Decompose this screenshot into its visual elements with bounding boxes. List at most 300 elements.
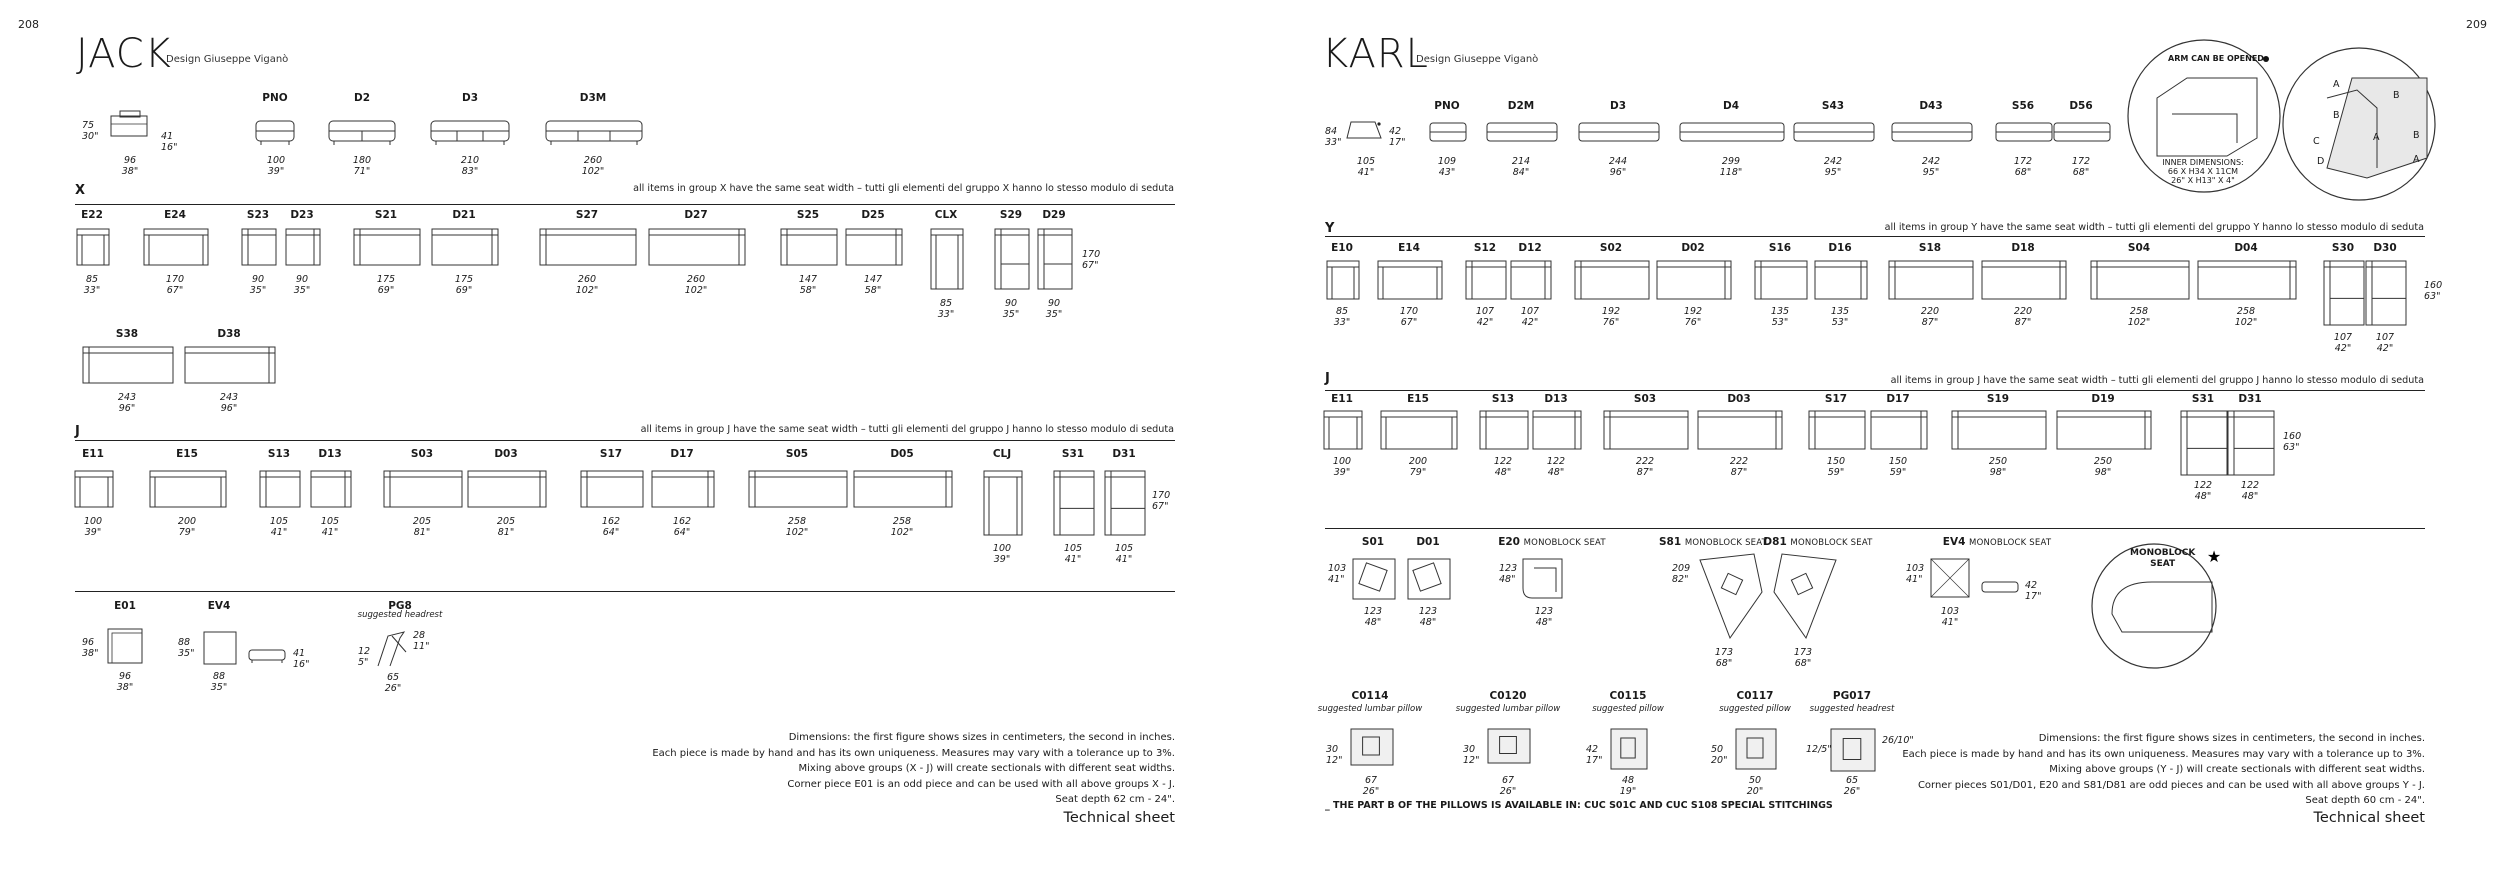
group-j-rule-right (1325, 390, 2425, 391)
pg8-subtitle: suggested headrest (357, 610, 443, 620)
dim-d31: 122 48" (2240, 480, 2260, 502)
dim-e22: 85 33" (83, 274, 101, 296)
code-pno-karl: PNO (1434, 100, 1460, 112)
module-clx-shape (930, 228, 966, 296)
group-j-note-right: all items in group J have the same seat width – tutti gli elementi del gruppo J hanno lo stesso modulo di seduta (1890, 375, 2424, 386)
code-pno: PNO (262, 92, 288, 104)
dim-s18: 220 87" (1920, 306, 1940, 328)
pillow-subtitle-c0117: suggested pillow (1719, 704, 1791, 714)
dim-s30: 107 42" (2333, 332, 2353, 354)
dim-c0120-left: 30 12" (1463, 744, 1480, 766)
code-s21: S21 (374, 209, 398, 221)
dim-d81-bottom: 173 68" (1793, 647, 1813, 669)
module-s17-shape (580, 470, 646, 514)
group-y-note: all items in group Y have the same seat width – tutti gli elementi del gruppo Y hanno lo stesso modulo di seduta (1884, 222, 2424, 233)
dim-s23: 90 35" (249, 274, 267, 296)
module-e22-shape (76, 228, 112, 272)
module-s04-shape (2090, 260, 2192, 306)
sofa-front-s56-karl (1995, 120, 2055, 152)
dim-s81-bottom: 173 68" (1714, 647, 1734, 669)
sofa-front-d3 (430, 118, 512, 146)
module-e14-shape (1377, 260, 1445, 306)
code-d17: D17 (670, 448, 694, 460)
group-j-depth-right: 160 63" (2283, 431, 2302, 453)
dim-d03: 205 81" (496, 516, 516, 538)
arm-letter-b1: B (2333, 110, 2340, 121)
code-d31: D31 (1112, 448, 1136, 460)
module-e24-shape (143, 228, 211, 272)
code-d31: D31 (2238, 393, 2262, 405)
code-d27: D27 (684, 209, 708, 221)
dim-pg8-left: 12 5" (358, 646, 371, 668)
technical-sheet-left: Technical sheet (1063, 810, 1175, 826)
pouf-ev4-front-left (248, 648, 288, 666)
code-d01: D01 (1416, 536, 1440, 548)
module-d03-shape (1697, 410, 1785, 456)
code-e24: E24 (164, 209, 186, 221)
sofa-front-d4-karl (1679, 120, 1787, 152)
code-s17: S17 (599, 448, 623, 460)
dim-d12: 107 42" (1520, 306, 1540, 328)
code-ev4-left: EV4 (207, 600, 231, 612)
module-e11-shape (74, 470, 116, 514)
arm-letter-d: D (2317, 156, 2325, 167)
dim-e11: 100 39" (83, 516, 103, 538)
dim-s01-bottom: 123 48" (1363, 606, 1383, 628)
arm-inner-dims: INNER DIMENSIONS: 66 X H34 X 11CM 26" X H13" X 4" (2162, 158, 2244, 185)
corner-s01-d01-shapes (1352, 558, 1452, 602)
code-d56-karl: D56 (2069, 100, 2093, 112)
module-s25-shape (780, 228, 840, 272)
dim-karl-chair-height: 84 33" (1325, 126, 1342, 148)
dim-e10: 85 33" (1333, 306, 1351, 328)
dim-ev4-height-right: 42 17" (2025, 580, 2042, 602)
module-s29-shape (994, 228, 1032, 296)
module-e10-shape (1326, 260, 1362, 306)
module-s16-shape (1754, 260, 1810, 306)
module-d31-shape (2227, 410, 2277, 482)
code-d17: D17 (1886, 393, 1910, 405)
dim-d3m: 260 102" (581, 155, 605, 177)
pillow-c0114-shape (1350, 728, 1402, 772)
dim-pno-karl: 109 43" (1437, 156, 1457, 178)
footer-notes-right: Dimensions: the first figure shows sizes in centimeters, the second in inches. Each piece is made by hand and has its own uniqueness. Measures may vary with a tolerance up to 3%. Mixing above groups (Y - J) will create sectionals with different seat widths. Corner pieces S01/D01, E20 and S81/D81 are odd pieces and can be used with all above groups Y - J. Seat depth 60 cm - 24". (1902, 733, 2425, 806)
pillow-c0115-shape (1610, 728, 1656, 776)
module-d17-shape (1870, 410, 1930, 456)
dim-d43-karl: 242 95" (1921, 156, 1941, 178)
code-d19: D19 (2091, 393, 2115, 405)
dim-d27: 260 102" (684, 274, 708, 296)
dim-d19: 250 98" (2093, 456, 2113, 478)
dim-s03: 222 87" (1635, 456, 1655, 478)
code-d29: D29 (1042, 209, 1066, 221)
pillow-c0120-shape (1487, 728, 1539, 770)
dim-s02: 192 76" (1601, 306, 1621, 328)
module-s21-shape (353, 228, 423, 272)
dim-s03: 205 81" (412, 516, 432, 538)
dim-d29: 90 35" (1045, 298, 1063, 320)
code-e15: E15 (1407, 393, 1429, 405)
dim-s19: 250 98" (1988, 456, 2008, 478)
code-s17: S17 (1824, 393, 1848, 405)
module-s19-shape (1951, 410, 2049, 456)
dim-c0114-bottom: 67 26" (1362, 775, 1380, 797)
module-e15-shape (149, 470, 229, 514)
dim-d13: 105 41" (320, 516, 340, 538)
code-d13: D13 (1544, 393, 1568, 405)
dim-s21: 175 69" (376, 274, 396, 296)
dim-d56-karl: 172 68" (2071, 156, 2091, 178)
dim-d17: 150 59" (1888, 456, 1908, 478)
code-d81: D81 MONOBLOCK SEAT (1763, 536, 1873, 548)
dim-c0115-left: 42 17" (1586, 744, 1603, 766)
dim-d2: 180 71" (352, 155, 372, 177)
dim-s12: 107 42" (1475, 306, 1495, 328)
code-d02: D02 (1681, 242, 1705, 254)
dim-e14: 170 67" (1399, 306, 1419, 328)
code-e11: E11 (82, 448, 104, 460)
dim-s81-side: 209 82" (1672, 563, 1691, 585)
module-d17-shape (651, 470, 717, 514)
code-e10: E10 (1331, 242, 1353, 254)
corner-e01-shape (107, 628, 145, 666)
module-d18-shape (1981, 260, 2069, 306)
dim-d02: 192 76" (1683, 306, 1703, 328)
pouf-ev4-right (1930, 558, 2020, 602)
dim-d31: 105 41" (1114, 543, 1134, 565)
module-d29-shape (1037, 228, 1075, 296)
module-s05-shape (748, 470, 850, 514)
code-s13: S13 (1491, 393, 1515, 405)
arm-letter-b3: B (2413, 130, 2420, 141)
arm-letter-a1: A (2333, 79, 2340, 90)
code-e20: E20 MONOBLOCK SEAT (1498, 536, 1606, 548)
dim-s27: 260 102" (575, 274, 599, 296)
module-d25-shape (845, 228, 905, 272)
dim-chair-height: 75 30" (82, 120, 99, 142)
dim-d18: 220 87" (2013, 306, 2033, 328)
sofa-front-s43-karl (1793, 120, 1877, 152)
sofa-front-d3m (545, 118, 645, 146)
code-d4-karl: D4 (1722, 100, 1740, 112)
dim-d17: 162 64" (672, 516, 692, 538)
code-d13: D13 (318, 448, 342, 460)
module-d30-shape (2365, 260, 2409, 332)
module-e15-shape (1380, 410, 1460, 456)
code-s16: S16 (1768, 242, 1792, 254)
corner-e20-shape (1522, 558, 1566, 602)
code-s13: S13 (267, 448, 291, 460)
group-x-note: all items in group X have the same seat width – tutti gli elementi del gruppo X hanno lo stesso modulo di seduta (633, 183, 1174, 194)
group-y-label: Y (1325, 221, 1335, 236)
dim-s56-karl: 172 68" (2013, 156, 2033, 178)
dim-d38: 243 96" (219, 392, 239, 414)
svg-text:★: ★ (2206, 547, 2222, 566)
group-j-depth-left: 170 67" (1152, 490, 1171, 512)
pouf-ev4-top-left (203, 631, 239, 665)
dim-karl-chair-bottom: 105 41" (1356, 156, 1376, 178)
code-s31: S31 (1061, 448, 1085, 460)
technical-sheet-right: Technical sheet (2313, 810, 2425, 826)
code-e15: E15 (176, 448, 198, 460)
code-s29: S29 (999, 209, 1023, 221)
code-e14: E14 (1398, 242, 1420, 254)
dim-s13: 122 48" (1493, 456, 1513, 478)
code-clj: CLJ (992, 448, 1012, 460)
dim-c0117-left: 50 20" (1711, 744, 1728, 766)
dim-pg017-left: 12/5" (1806, 744, 1832, 755)
module-d31-shape (1104, 470, 1148, 542)
module-s31-shape (1053, 470, 1097, 542)
dim-d25: 147 58" (863, 274, 883, 296)
sofa-front-d56-karl (2053, 120, 2113, 152)
dim-ev4-side-left: 88 35" (178, 637, 195, 659)
code-e11: E11 (1331, 393, 1353, 405)
dim-e20-bottom: 123 48" (1534, 606, 1554, 628)
dim-s31: 122 48" (2193, 480, 2213, 502)
dim-s04: 258 102" (2127, 306, 2151, 328)
dim-chair-side: 41 16" (161, 131, 178, 153)
dim-d01-bottom: 123 48" (1418, 606, 1438, 628)
code-d04: D04 (2234, 242, 2258, 254)
code-s12: S12 (1473, 242, 1497, 254)
dim-karl-chair-side: 42 17" (1389, 126, 1406, 148)
code-s31: S31 (2191, 393, 2215, 405)
code-ev4-right: EV4 MONOBLOCK SEAT (1942, 536, 2052, 548)
pillow-subtitle-c0115: suggested pillow (1592, 704, 1664, 714)
dim-d2m-karl: 214 84" (1511, 156, 1531, 178)
module-s17-shape (1808, 410, 1868, 456)
dim-s29: 90 35" (1002, 298, 1020, 320)
code-pg8: PG8 (388, 600, 412, 612)
arm-letter-a3: A (2413, 154, 2420, 165)
module-s38-shape (82, 346, 176, 390)
code-clx: CLX (934, 209, 958, 221)
dim-ev4-bottom-left: 88 35" (210, 671, 228, 693)
module-s23-shape (241, 228, 279, 272)
armchair-top-view-jack (110, 110, 152, 140)
dim-d21: 175 69" (454, 274, 474, 296)
code-d43-karl: D43 (1919, 100, 1943, 112)
dim-s25: 147 58" (798, 274, 818, 296)
module-d23-shape (285, 228, 323, 272)
dim-d30: 107 42" (2375, 332, 2395, 354)
group-x-label: X (75, 183, 86, 198)
code-d38: D38 (217, 328, 241, 340)
code-d05: D05 (890, 448, 914, 460)
dim-c0117-bottom: 50 20" (1746, 775, 1764, 797)
arm-letter-a2: A (2373, 132, 2380, 143)
code-d2m-karl: D2M (1507, 100, 1535, 112)
dim-ev4-side-right: 103 41" (1906, 563, 1925, 585)
code-s02: S02 (1599, 242, 1623, 254)
arm-letter-b2: B (2393, 90, 2400, 101)
dim-clx: 85 33" (937, 298, 955, 320)
code-e22: E22 (81, 209, 103, 221)
module-s13-shape (1479, 410, 1531, 456)
dim-e15: 200 79" (177, 516, 197, 538)
dim-s05: 258 102" (785, 516, 809, 538)
dim-c0120-bottom: 67 26" (1499, 775, 1517, 797)
page-number-left: 208 (18, 18, 39, 31)
code-c0115: C0115 (1609, 690, 1647, 702)
dim-s43-karl: 242 95" (1823, 156, 1843, 178)
code-s38: S38 (115, 328, 139, 340)
dim-s16: 135 53" (1770, 306, 1790, 328)
designer-credit-left: Design Giuseppe Viganò (166, 54, 289, 65)
dim-c0115-bottom: 48 19" (1619, 775, 1637, 797)
dim-d4-karl: 299 118" (1719, 156, 1743, 178)
code-s01: S01 (1361, 536, 1385, 548)
code-c0117: C0117 (1736, 690, 1774, 702)
dim-clj: 100 39" (992, 543, 1012, 565)
group-x-depth: 170 67" (1082, 249, 1101, 271)
dim-pg8-bottom: 65 26" (384, 672, 402, 694)
dim-pg017-right: 26/10" (1882, 735, 1914, 746)
dim-e11: 100 39" (1332, 456, 1352, 478)
module-d16-shape (1814, 260, 1870, 306)
group-y-rule (1325, 236, 2425, 237)
module-s03-shape (1603, 410, 1691, 456)
pillow-c0117-shape (1735, 728, 1785, 776)
module-d02-shape (1656, 260, 1734, 306)
sofa-front-d43-karl (1891, 120, 1975, 152)
code-s04: S04 (2127, 242, 2151, 254)
code-s03: S03 (1633, 393, 1657, 405)
code-d3-karl: D3 (1609, 100, 1627, 112)
dim-d04: 258 102" (2234, 306, 2258, 328)
code-d18: D18 (2011, 242, 2035, 254)
code-e01: E01 (114, 600, 136, 612)
module-d03-shape (467, 470, 549, 514)
dim-s17: 150 59" (1826, 456, 1846, 478)
module-d04-shape (2197, 260, 2299, 306)
code-s05: S05 (785, 448, 809, 460)
dim-d16: 135 53" (1830, 306, 1850, 328)
code-d30: D30 (2373, 242, 2397, 254)
pillow-subtitle-pg017: suggested headrest (1809, 704, 1895, 714)
group-j-rule-left (75, 440, 1175, 441)
dim-s01-side: 103 41" (1328, 563, 1347, 585)
code-s30: S30 (2331, 242, 2355, 254)
code-d16: D16 (1828, 242, 1852, 254)
module-s31-shape (2180, 410, 2230, 482)
module-s02-shape (1574, 260, 1652, 306)
sofa-front-d3-karl (1578, 120, 1662, 152)
module-d13-shape (310, 470, 354, 514)
code-d3m: D3M (579, 92, 607, 104)
dim-s13: 105 41" (269, 516, 289, 538)
dim-d03: 222 87" (1729, 456, 1749, 478)
module-d19-shape (2056, 410, 2154, 456)
code-d3: D3 (461, 92, 479, 104)
module-s27-shape (539, 228, 639, 272)
code-d21: D21 (452, 209, 476, 221)
code-s19: S19 (1986, 393, 2010, 405)
module-d27-shape (648, 228, 748, 272)
code-pg017: PG017 (1832, 690, 1872, 702)
page-number-right: 209 (2466, 18, 2487, 31)
group-j-note-left: all items in group J have the same seat width – tutti gli elementi del gruppo J hanno lo stesso modulo di seduta (640, 424, 1174, 435)
module-s03-shape (383, 470, 465, 514)
group-x-rule (75, 204, 1175, 205)
dim-d05: 258 102" (890, 516, 914, 538)
module-e11-shape (1323, 410, 1365, 456)
dim-pg8-right: 28 11" (413, 630, 430, 652)
page-title-karl: KARL (1322, 31, 1429, 77)
code-s43-karl: S43 (1821, 100, 1845, 112)
dim-ev4-height-left: 41 16" (293, 648, 310, 670)
module-s18-shape (1888, 260, 1976, 306)
code-c0114: C0114 (1351, 690, 1389, 702)
dim-e15: 200 79" (1408, 456, 1428, 478)
module-d38-shape (184, 346, 278, 390)
code-s23: S23 (246, 209, 270, 221)
page-title-jack: JACK (76, 31, 172, 77)
dim-chair-bottom: 96 38" (121, 155, 139, 177)
dim-d13: 122 48" (1546, 456, 1566, 478)
pillow-subtitle-c0120: suggested lumbar pillow (1455, 704, 1561, 714)
module-d12-shape (1510, 260, 1554, 306)
dim-e01-bottom: 96 38" (116, 671, 134, 693)
module-d05-shape (853, 470, 955, 514)
pillow-availability-note: _ THE PART B OF THE PILLOWS IS AVAILABLE IN: CUC S01C AND CUC S108 SPECIAL STITCHINGS (1325, 800, 1833, 811)
code-s18: S18 (1918, 242, 1942, 254)
sofa-front-pno-karl (1429, 120, 1469, 152)
dim-pg017-bottom: 65 26" (1843, 775, 1861, 797)
module-clj-shape (983, 470, 1025, 542)
code-s56-karl: S56 (2011, 100, 2035, 112)
dim-s17: 162 64" (601, 516, 621, 538)
code-d2: D2 (353, 92, 371, 104)
code-d12: D12 (1518, 242, 1542, 254)
code-s27: S27 (575, 209, 599, 221)
designer-credit-right: Design Giuseppe Viganò (1416, 54, 1539, 65)
code-c0120: C0120 (1489, 690, 1527, 702)
code-d23: D23 (290, 209, 314, 221)
bottom-rule-left (75, 591, 1175, 592)
arm-callout-title: ARM CAN BE OPENED (2168, 54, 2264, 63)
code-s03: S03 (410, 448, 434, 460)
module-s12-shape (1465, 260, 1509, 306)
code-d25: D25 (861, 209, 885, 221)
dim-d23: 90 35" (293, 274, 311, 296)
dim-s31: 105 41" (1063, 543, 1083, 565)
corners-rule (1325, 528, 2425, 529)
monoblock-label: MONOBLOCK SEAT (2130, 548, 2196, 569)
code-s25: S25 (796, 209, 820, 221)
dim-pno: 100 39" (266, 155, 286, 177)
dim-e01-side: 96 38" (82, 637, 99, 659)
dim-e20-side: 123 48" (1499, 563, 1518, 585)
code-d03: D03 (494, 448, 518, 460)
pillow-subtitle-c0114: suggested lumbar pillow (1317, 704, 1423, 714)
group-j-label-right: J (1325, 371, 1330, 386)
sofa-front-d2 (328, 118, 398, 146)
arm-letter-c: C (2313, 136, 2320, 147)
corner-s81-d81-shapes (1694, 552, 1844, 642)
pillow-pg017-shape (1830, 728, 1884, 778)
dim-e24: 170 67" (165, 274, 185, 296)
module-s30-shape (2323, 260, 2367, 332)
code-d03: D03 (1727, 393, 1751, 405)
dim-s38: 243 96" (117, 392, 137, 414)
sofa-front-d2m-karl (1486, 120, 1560, 152)
module-d21-shape (431, 228, 501, 272)
module-s13-shape (259, 470, 303, 514)
group-j-label-left: J (75, 424, 80, 439)
dim-d3: 210 83" (460, 155, 480, 177)
